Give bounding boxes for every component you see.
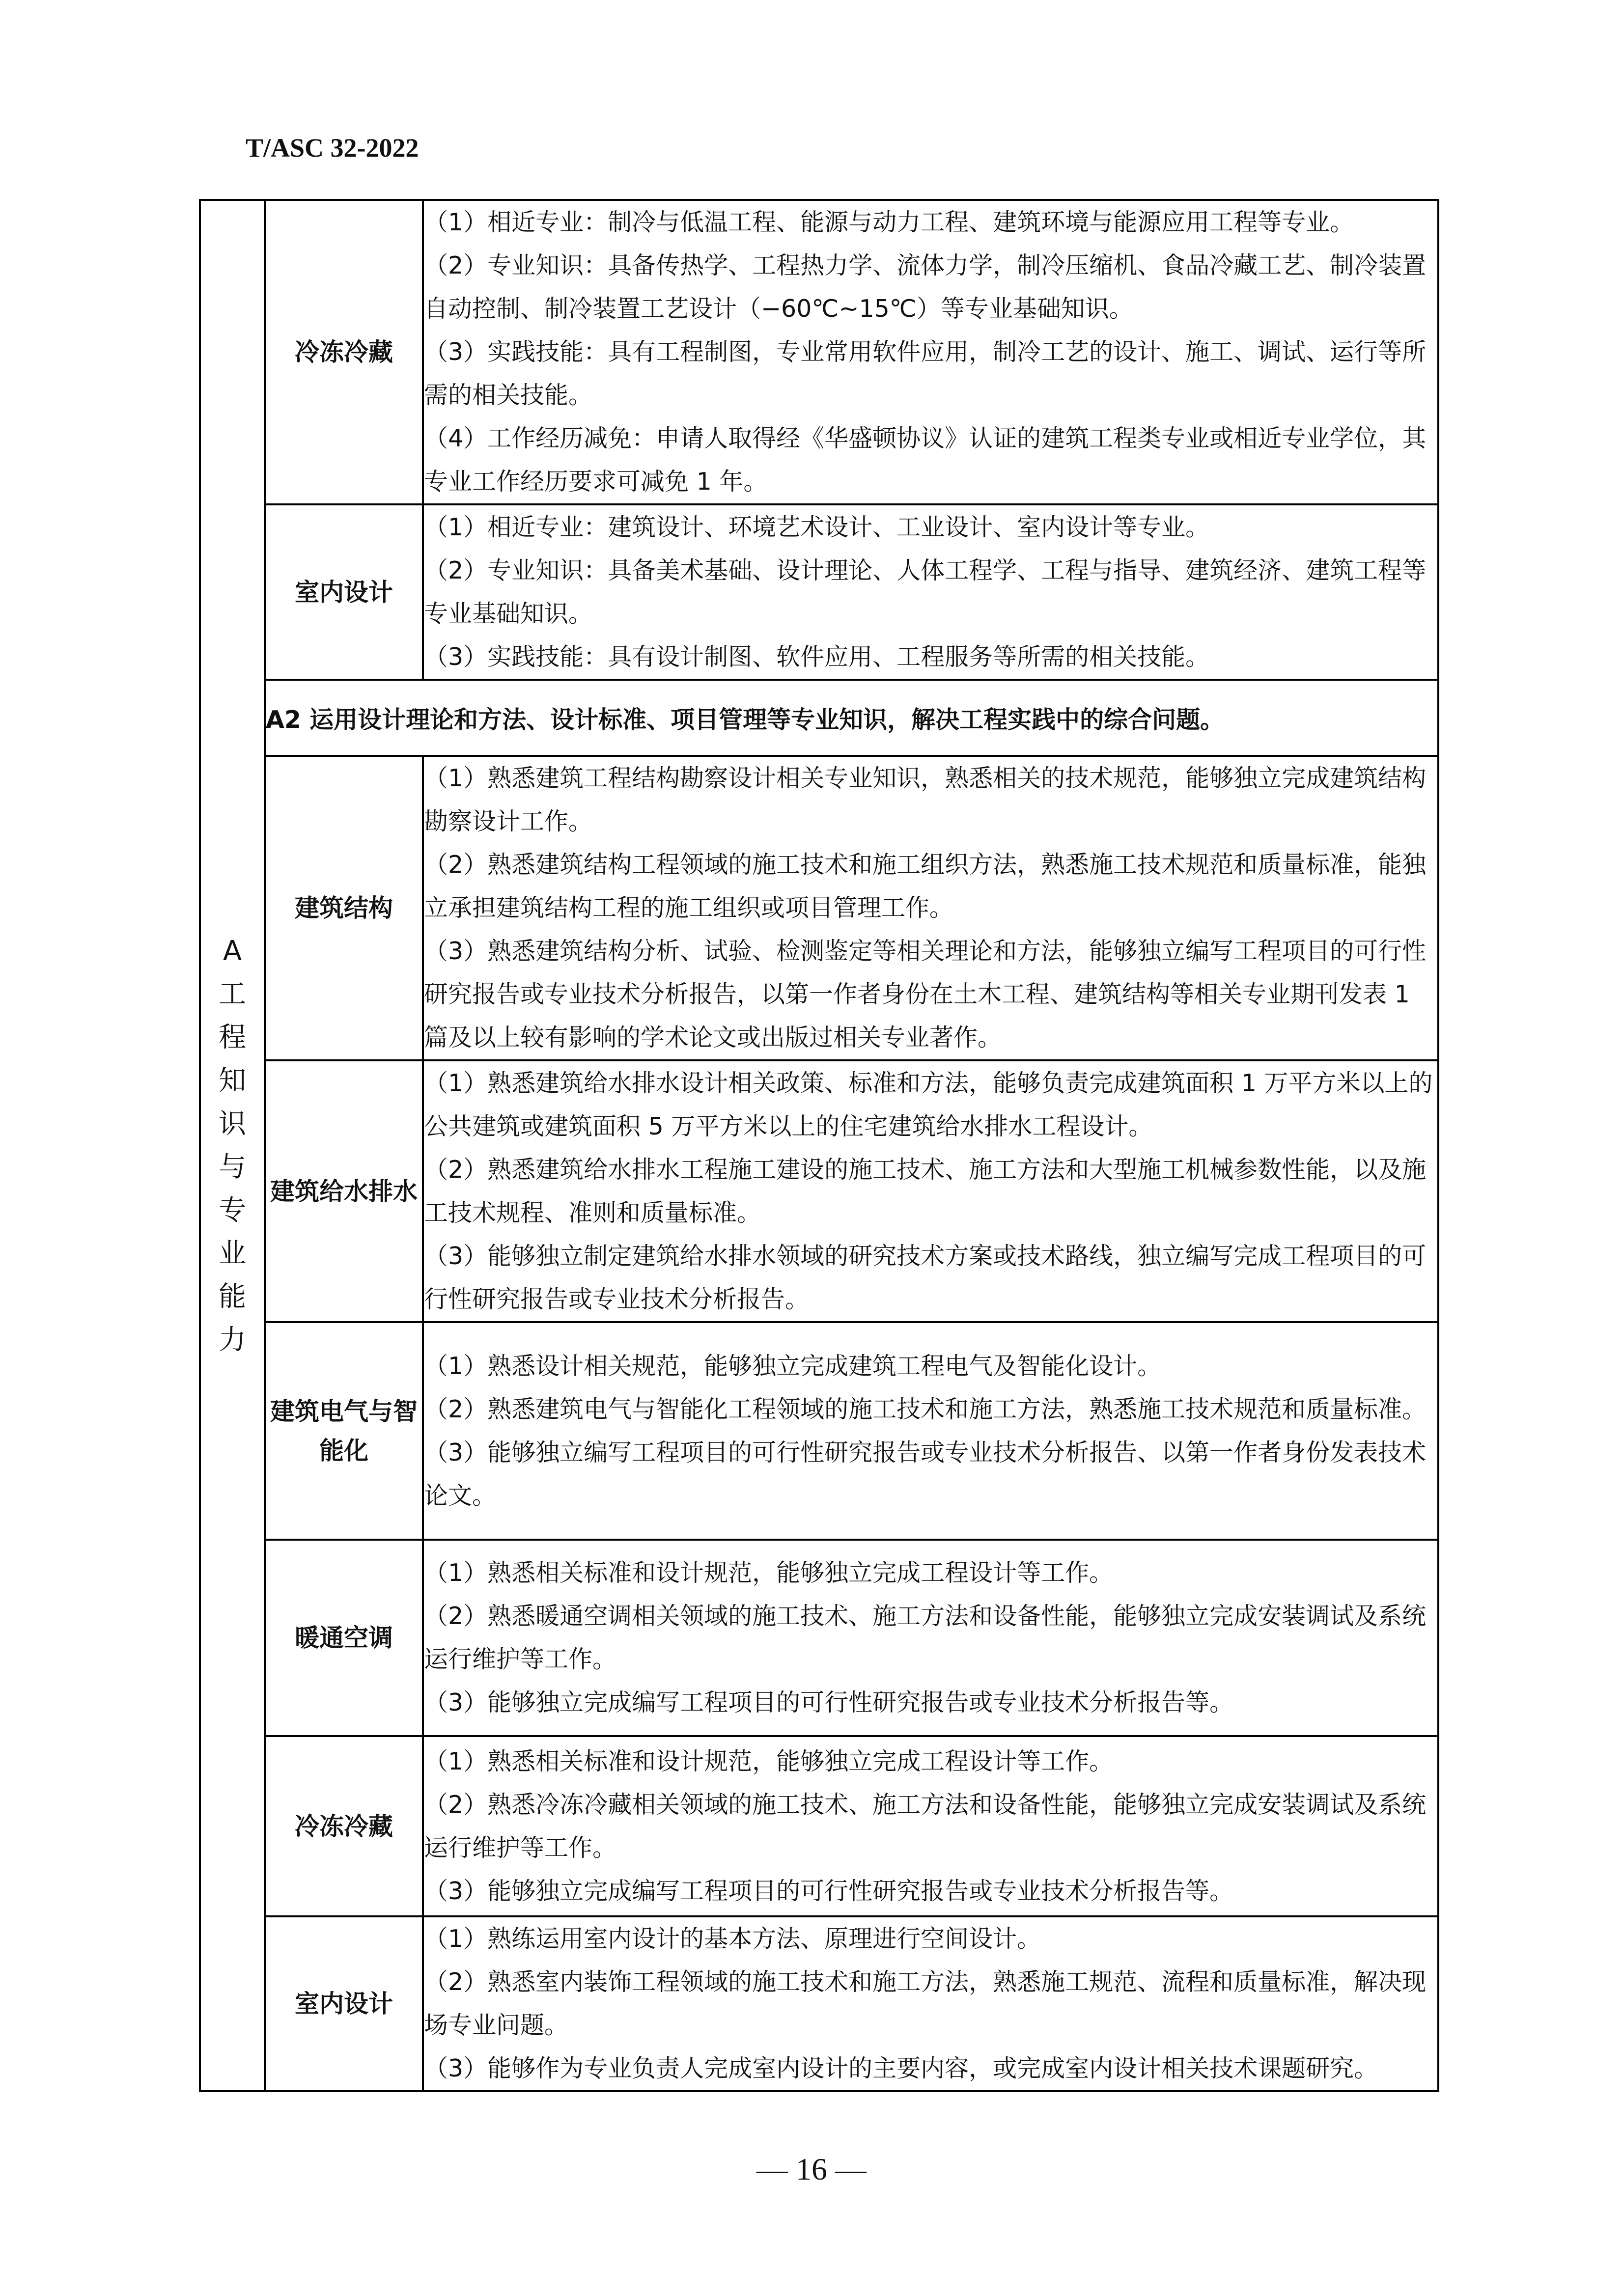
document-code: T/ASC 32-2022	[246, 133, 419, 163]
table-row	[200, 504, 1438, 680]
description-paragraph: （3）熟悉建筑结构分析、试验、检测鉴定等相关理论和方法，能够独立编写工程项目的可行性研究报告或专业技术分析报告，以第一作者身份在土木工程、建筑结构等相关专业期刊发表 1 篇及以上较有影响的学术论文或出版过相关专业著作。	[424, 937, 1427, 1051]
category-cell: 室内设计	[265, 504, 423, 680]
table-row	[200, 1736, 1438, 1916]
description-cell	[423, 1322, 1438, 1540]
description-paragraph: （2）专业知识：具备传热学、工程热力学、流体力学，制冷压缩机、食品冷藏工艺、制冷装置自动控制、制冷装置工艺设计（−60℃~15℃）等专业基础知识。	[424, 251, 1427, 323]
category-cell: 建筑给水排水	[265, 1060, 423, 1322]
description-cell	[423, 1540, 1438, 1736]
description-paragraph: （1）熟悉建筑工程结构勘察设计相关专业知识，熟悉相关的技术规范，能够独立完成建筑结构勘察设计工作。	[424, 764, 1427, 835]
table-row	[200, 1540, 1438, 1736]
description-paragraph: （1）熟悉设计相关规范，能够独立完成建筑工程电气及智能化设计。	[424, 1352, 1162, 1380]
description-cell	[423, 1916, 1438, 2091]
section-label-char: 专	[219, 1194, 246, 1226]
description-paragraph: （3）能够独立编写工程项目的可行性研究报告或专业技术分析报告、以第一作者身份发表技术论文。	[424, 1438, 1427, 1510]
description-cell	[423, 756, 1438, 1060]
section-label-char: 工	[219, 978, 246, 1010]
description-paragraph: （2）熟悉建筑结构工程领域的施工技术和施工组织方法，熟悉施工技术规范和质量标准，能独立承担建筑结构工程的施工组织或项目管理工作。	[424, 851, 1427, 922]
description-paragraph: （3）能够独立完成编写工程项目的可行性研究报告或专业技术分析报告等。	[424, 1877, 1234, 1905]
description-paragraph: （3）实践技能：具有设计制图、软件应用、工程服务等所需的相关技能。	[424, 642, 1210, 671]
table-row	[200, 756, 1438, 1060]
description-paragraph: （1）熟悉建筑给水排水设计相关政策、标准和方法，能够负责完成建筑面积 1 万平方米以上的公共建筑或建筑面积 5 万平方米以上的住宅建筑给水排水工程设计。	[424, 1069, 1433, 1140]
description-cell	[423, 504, 1438, 680]
category-cell: 暖通空调	[265, 1540, 423, 1736]
description-paragraph: （2）熟悉建筑给水排水工程施工建设的施工技术、施工方法和大型施工机械参数性能，以及施工技术规程、准则和质量标准。	[424, 1155, 1427, 1227]
section-label-char: 程	[219, 1021, 246, 1053]
table-row	[200, 680, 1438, 756]
category-cell: 冷冻冷藏	[265, 1736, 423, 1916]
section-label-char: 能	[219, 1280, 246, 1313]
description-paragraph: （3）能够作为专业负责人完成室内设计的主要内容，或完成室内设计相关技术课题研究。	[424, 2054, 1378, 2082]
section-label-char: A	[223, 935, 242, 967]
category-cell: 建筑结构	[265, 756, 423, 1060]
description-paragraph: （1）熟悉相关标准和设计规范，能够独立完成工程设计等工作。	[424, 1559, 1114, 1587]
section-label-cell	[200, 200, 265, 2091]
table-row	[200, 200, 1438, 504]
section-label-char: 业	[219, 1237, 246, 1270]
description-cell	[423, 1060, 1438, 1322]
table-row	[200, 1916, 1438, 2091]
description-paragraph: （2）熟悉室内装饰工程领域的施工技术和施工方法，熟悉施工规范、流程和质量标准，解决现场专业问题。	[424, 1968, 1427, 2039]
competency-table	[199, 199, 1439, 2092]
description-paragraph: （2）熟悉冷冻冷藏相关领域的施工技术、施工方法和设备性能，能够独立完成安装调试及系统运行维护等工作。	[424, 1790, 1427, 1862]
description-paragraph: （2）熟悉暖通空调相关领域的施工技术、施工方法和设备性能，能够独立完成安装调试及系统运行维护等工作。	[424, 1602, 1427, 1673]
description-paragraph: （3）能够独立完成编写工程项目的可行性研究报告或专业技术分析报告等。	[424, 1688, 1234, 1716]
description-cell	[423, 200, 1438, 504]
description-paragraph: （4）工作经历减免：申请人取得经《华盛顿协议》认证的建筑工程类专业或相近专业学位，其专业工作经历要求可减免 1 年。	[424, 424, 1427, 496]
category-cell: 冷冻冷藏	[265, 200, 423, 504]
description-cell	[423, 1736, 1438, 1916]
section-label-char: 与	[219, 1151, 246, 1183]
page-number: — 16 —	[756, 2152, 867, 2186]
section-label	[201, 930, 264, 1362]
table-row	[200, 1060, 1438, 1322]
description-paragraph: （2）专业知识：具备美术基础、设计理论、人体工程学、工程与指导、建筑经济、建筑工程等专业基础知识。	[424, 556, 1427, 628]
category-cell: 室内设计	[265, 1916, 423, 2091]
description-paragraph: （2）熟悉建筑电气与智能化工程领域的施工技术和施工方法，熟悉施工技术规范和质量标准。	[424, 1395, 1427, 1423]
category-cell: 建筑电气与智能化	[265, 1322, 423, 1540]
description-paragraph: （1）熟悉相关标准和设计规范，能够独立完成工程设计等工作。	[424, 1747, 1114, 1775]
section-label-char: 识	[219, 1107, 246, 1140]
description-paragraph: （1）熟练运用室内设计的基本方法、原理进行空间设计。	[424, 1925, 1041, 1953]
table-row	[200, 1322, 1438, 1540]
description-paragraph: （1）相近专业：制冷与低温工程、能源与动力工程、建筑环境与能源应用工程等专业。	[424, 208, 1354, 236]
description-paragraph: （3）能够独立制定建筑给水排水领域的研究技术方案或技术路线，独立编写完成工程项目的可行性研究报告或专业技术分析报告。	[424, 1242, 1427, 1313]
section-label-char: 力	[219, 1324, 246, 1356]
subheading-a2: A2 运用设计理论和方法、设计标准、项目管理等专业知识，解决工程实践中的综合问题。	[265, 680, 1438, 756]
section-label-char: 知	[219, 1064, 246, 1097]
description-paragraph: （3）实践技能：具有工程制图，专业常用软件应用，制冷工艺的设计、施工、调试、运行等所需的相关技能。	[424, 338, 1427, 409]
description-paragraph: （1）相近专业：建筑设计、环境艺术设计、工业设计、室内设计等专业。	[424, 513, 1210, 541]
